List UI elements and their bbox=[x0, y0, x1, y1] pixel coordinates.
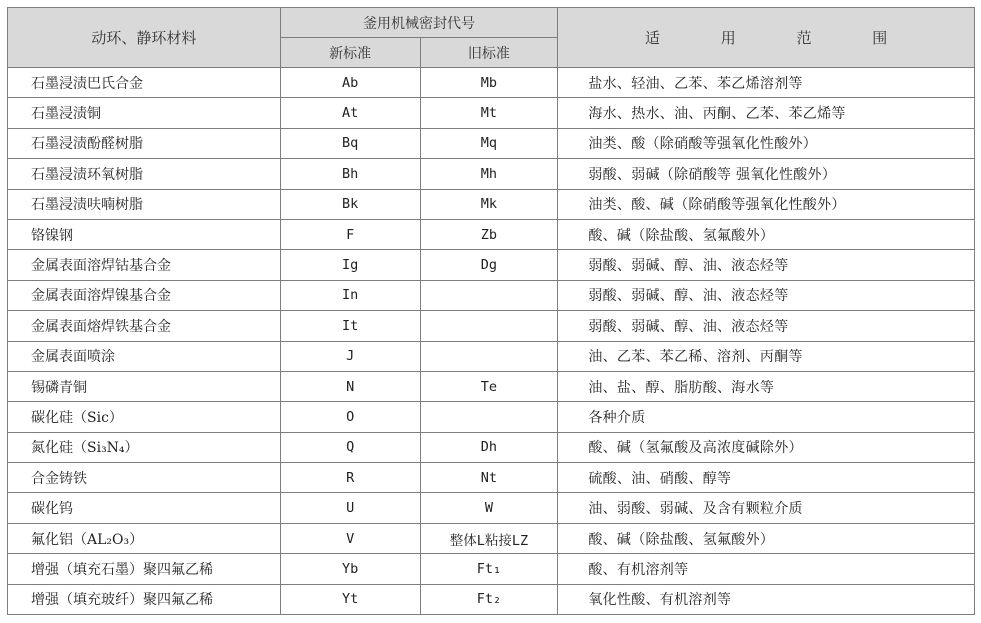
old-code-cell: Dh bbox=[420, 432, 558, 462]
range-cell: 弱酸、弱碱（除硝酸等 强氧化性酸外） bbox=[558, 159, 975, 189]
old-code-cell: Mq bbox=[420, 128, 558, 158]
new-code-cell: Bh bbox=[280, 159, 420, 189]
new-code-cell: U bbox=[280, 493, 420, 523]
new-code-cell: Q bbox=[280, 432, 420, 462]
table-row bbox=[8, 98, 975, 128]
seal-material-table bbox=[7, 7, 975, 615]
header-range: 适 用 范 围 bbox=[558, 8, 975, 68]
range-cell: 油、乙苯、苯乙稀、溶剂、丙酮等 bbox=[558, 341, 975, 371]
range-cell: 盐水、轻油、乙苯、苯乙烯溶剂等 bbox=[558, 68, 975, 98]
old-code-cell: Ft₂ bbox=[420, 584, 558, 614]
table-row bbox=[8, 493, 975, 523]
range-cell: 硫酸、油、硝酸、醇等 bbox=[558, 463, 975, 493]
range-cell: 油、弱酸、弱碱、及含有颗粒介质 bbox=[558, 493, 975, 523]
material-cell: 石墨浸渍呋喃树脂 bbox=[8, 189, 281, 219]
material-cell: 铬镍钢 bbox=[8, 219, 281, 249]
material-cell: 石墨浸渍巴氏合金 bbox=[8, 68, 281, 98]
material-cell: 石墨浸渍环氧树脂 bbox=[8, 159, 281, 189]
material-table-container bbox=[7, 7, 975, 615]
table-row bbox=[8, 280, 975, 310]
old-code-cell: Mk bbox=[420, 189, 558, 219]
header-old-standard: 旧标准 bbox=[420, 38, 558, 68]
new-code-cell: V bbox=[280, 523, 420, 553]
range-cell: 海水、热水、油、丙酮、乙苯、苯乙烯等 bbox=[558, 98, 975, 128]
range-cell: 油类、酸（除硝酸等强氧化性酸外） bbox=[558, 128, 975, 158]
range-cell: 酸、有机溶剂等 bbox=[558, 554, 975, 584]
table-row bbox=[8, 128, 975, 158]
table-row bbox=[8, 219, 975, 249]
material-cell: 金属表面溶焊镍基合金 bbox=[8, 280, 281, 310]
table-row bbox=[8, 159, 975, 189]
old-code-cell: W bbox=[420, 493, 558, 523]
material-cell: 锡磷青铜 bbox=[8, 371, 281, 401]
old-code-cell bbox=[420, 311, 558, 341]
old-code-cell: Dg bbox=[420, 250, 558, 280]
range-cell: 氧化性酸、有机溶剂等 bbox=[558, 584, 975, 614]
new-code-cell: Ig bbox=[280, 250, 420, 280]
table-row bbox=[8, 402, 975, 432]
range-cell: 酸、碱（除盐酸、氢氟酸外） bbox=[558, 219, 975, 249]
header-code-group: 釜用机械密封代号 bbox=[280, 8, 558, 38]
old-code-cell: Zb bbox=[420, 219, 558, 249]
new-code-cell: It bbox=[280, 311, 420, 341]
new-code-cell: Bk bbox=[280, 189, 420, 219]
range-cell: 弱酸、弱碱、醇、油、液态烃等 bbox=[558, 250, 975, 280]
new-code-cell: F bbox=[280, 219, 420, 249]
table-row bbox=[8, 432, 975, 462]
new-code-cell: R bbox=[280, 463, 420, 493]
old-code-cell: Ft₁ bbox=[420, 554, 558, 584]
table-row bbox=[8, 463, 975, 493]
table-row bbox=[8, 523, 975, 553]
new-code-cell: Ab bbox=[280, 68, 420, 98]
material-cell: 金属表面熔焊铁基合金 bbox=[8, 311, 281, 341]
new-code-cell: Yb bbox=[280, 554, 420, 584]
material-cell: 碳化钨 bbox=[8, 493, 281, 523]
table-row bbox=[8, 584, 975, 614]
header-new-standard: 新标准 bbox=[280, 38, 420, 68]
table-row bbox=[8, 311, 975, 341]
range-cell: 弱酸、弱碱、醇、油、液态烃等 bbox=[558, 280, 975, 310]
new-code-cell: N bbox=[280, 371, 420, 401]
material-cell: 石墨浸渍铜 bbox=[8, 98, 281, 128]
material-cell: 增强（填充玻纤）聚四氟乙稀 bbox=[8, 584, 281, 614]
old-code-cell: Nt bbox=[420, 463, 558, 493]
material-cell: 合金铸铁 bbox=[8, 463, 281, 493]
old-code-cell bbox=[420, 341, 558, 371]
old-code-cell bbox=[420, 280, 558, 310]
table-row bbox=[8, 250, 975, 280]
table-row bbox=[8, 68, 975, 98]
range-cell: 各种介质 bbox=[558, 402, 975, 432]
new-code-cell: Yt bbox=[280, 584, 420, 614]
old-code-cell: Mb bbox=[420, 68, 558, 98]
material-cell: 氟化铝（AL₂O₃） bbox=[8, 523, 281, 553]
table-row bbox=[8, 554, 975, 584]
new-code-cell: J bbox=[280, 341, 420, 371]
material-cell: 增强（填充石墨）聚四氟乙稀 bbox=[8, 554, 281, 584]
material-cell: 金属表面溶焊钴基合金 bbox=[8, 250, 281, 280]
table-body bbox=[8, 68, 975, 615]
old-code-cell: Mh bbox=[420, 159, 558, 189]
range-cell: 酸、碱（除盐酸、氢氟酸外） bbox=[558, 523, 975, 553]
material-cell: 碳化硅（Sic） bbox=[8, 402, 281, 432]
new-code-cell: Bq bbox=[280, 128, 420, 158]
old-code-cell: Mt bbox=[420, 98, 558, 128]
range-cell: 油类、酸、碱（除硝酸等强氧化性酸外） bbox=[558, 189, 975, 219]
table-row bbox=[8, 189, 975, 219]
new-code-cell: At bbox=[280, 98, 420, 128]
old-code-cell: 整体L粘接LZ bbox=[420, 523, 558, 553]
material-cell: 氮化硅（Si₃N₄） bbox=[8, 432, 281, 462]
table-row bbox=[8, 371, 975, 401]
material-cell: 金属表面喷涂 bbox=[8, 341, 281, 371]
table-row bbox=[8, 341, 975, 371]
material-cell: 石墨浸渍酚醛树脂 bbox=[8, 128, 281, 158]
new-code-cell: O bbox=[280, 402, 420, 432]
old-code-cell bbox=[420, 402, 558, 432]
range-cell: 酸、碱（氢氟酸及高浓度碱除外） bbox=[558, 432, 975, 462]
new-code-cell: In bbox=[280, 280, 420, 310]
old-code-cell: Te bbox=[420, 371, 558, 401]
range-cell: 弱酸、弱碱、醇、油、液态烃等 bbox=[558, 311, 975, 341]
range-cell: 油、盐、醇、脂肪酸、海水等 bbox=[558, 371, 975, 401]
header-material: 动环、静环材料 bbox=[8, 8, 281, 68]
